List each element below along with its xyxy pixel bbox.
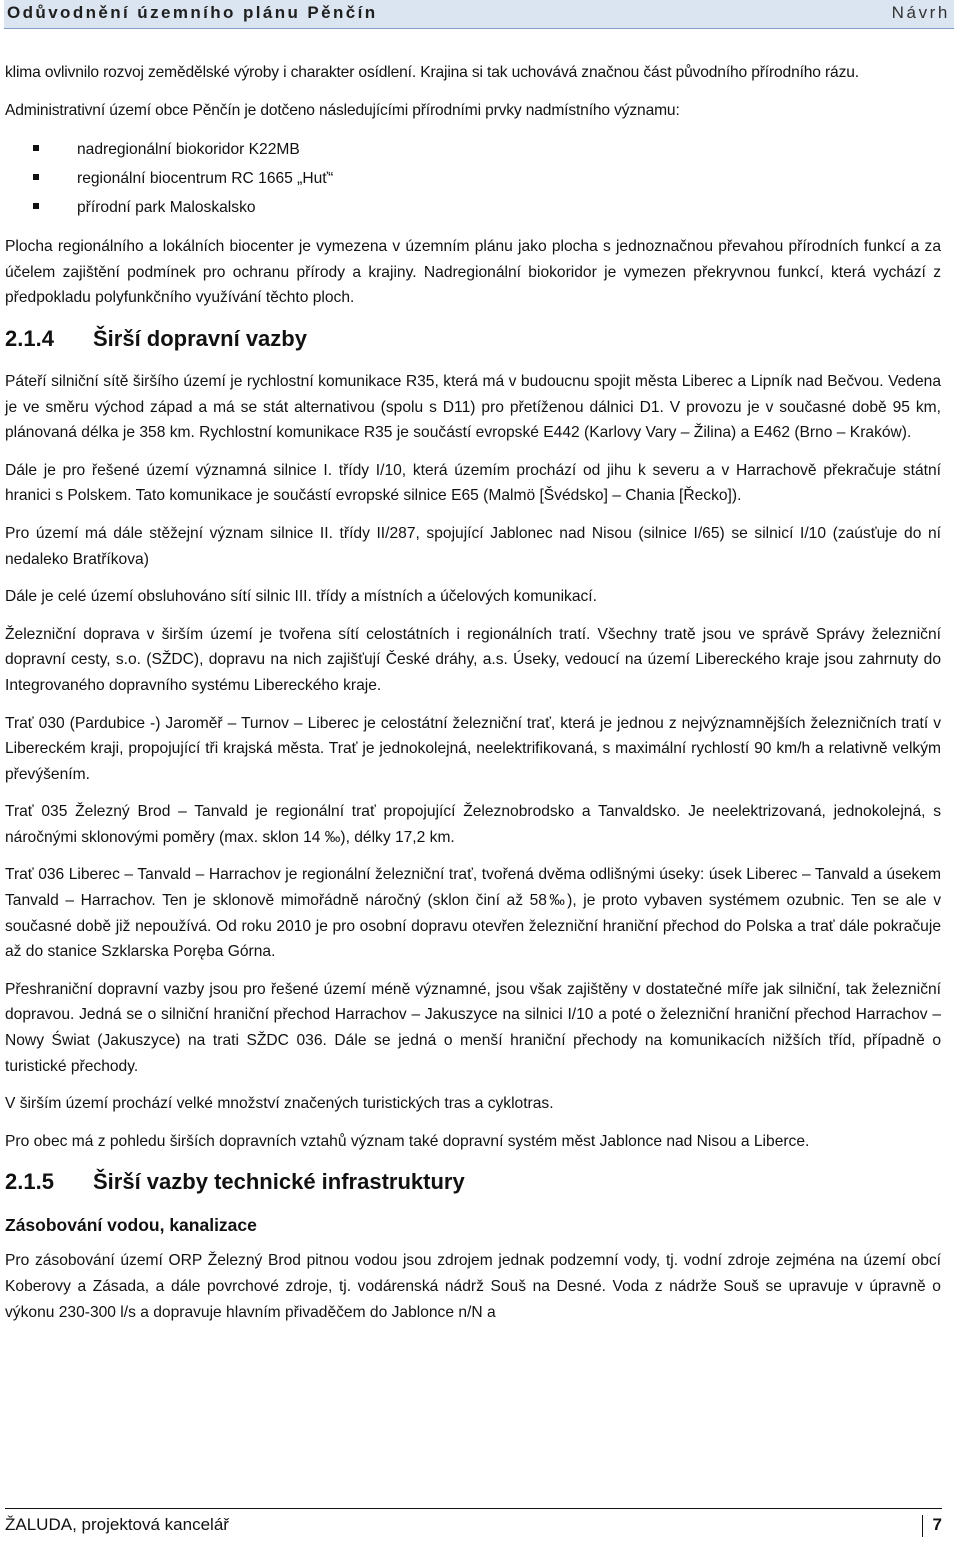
paragraph: Dále je celé území obsluhováno sítí silnic III. třídy a místních a účelových komunikací.: [5, 588, 597, 606]
footer-company: ŽALUDA, projektová kancelář: [5, 1515, 229, 1534]
list-item: nadregionální biokoridor K22MB: [33, 135, 941, 164]
paragraph: Pro území má dále stěžejní význam silnice II. třídy II/287, spojující Jablonec nad Nisou (silnice I/65) se silnicí I/10 (zaúsťuje do ní nedaleko Bratříkova): [5, 524, 941, 568]
bullet-square-icon: [33, 174, 39, 180]
paragraph: Pro obec má z pohledu širších dopravních vztahů význam také dopravní systém měst Jablonce nad Nisou a Liberce.: [5, 1132, 810, 1150]
section-title: Širší dopravní vazby: [93, 325, 307, 351]
paragraph: Dále je pro řešené území významná silnice I. třídy I/10, která územím prochází od jihu k severu a v Harrachově překračuje státní hranici s Polskem. Tato komunikace je součástí evropské silnice E65 (Malmö [Švédsko] – Chania [Řecko]).: [5, 461, 941, 505]
header-status: Návrh: [891, 3, 950, 22]
list-item: regionální biocentrum RC 1665 „Huť“: [33, 164, 941, 193]
paragraph: Trať 036 Liberec – Tanvald – Harrachov je regionální železniční trať, tvořená dvěma odlišnými úseky: úsek Liberec – Tanvald a úsekem Tanvald – Harrachov. Ten je sklonově mimořádně náročný (sklon činí až 58‰), je proto vybaven systémem ozubnic. Ten se ale v současné době již nepoužívá. Od roku 2010 je pro osobní dopravu otevřen železniční hraniční přechod do Polska a trať dále pokračuje až do stanice Szklarska Poręba Górna.: [5, 866, 941, 961]
paragraph: Pro zásobování území ORP Železný Brod pitnou vodou jsou zdrojem jednak podzemní vody, tj. vodní zdroje zejména na území obcí Koberovy a Zásada, a dále povrchové zdroje, tj. vodárenská nádrž Souš na Desné. Voda z nádrže Souš se upravuje v úpravně o výkonu 230-300 l/s a dopravuje hlavním přivaděčem do Jablonce n/N a: [5, 1252, 941, 1321]
subsection-heading: Zásobování vodou, kanalizace: [5, 1215, 257, 1236]
page-header: [4, 0, 954, 29]
paragraph: Přeshraniční dopravní vazby jsou pro řešené území méně významné, jsou však zajištěny v dostatečné míře jak silniční, tak železniční dopravou. Jedná se o silniční hraniční přechod Harrachov – Jakuszyce na silnici I/10 a poté o železniční hraniční přechod Harrachov – Nowy Świat (Jakuszyce) na trati SŽDC 036. Dále se jedná o menší hraniční přechody na komunikacích nižších tříd, případně o turistické přechody.: [5, 980, 941, 1075]
bullet-square-icon: [33, 203, 39, 209]
paragraph: V širším území prochází velké množství značených turistických tras a cyklotras.: [5, 1095, 554, 1113]
section-number: 2.1.4: [5, 325, 54, 351]
paragraph: Trať 035 Železný Brod – Tanvald je regionální trať propojující Železnobrodsko a Tanvaldsko. Je neelektrizovaná, jednokolejná, s náročnými sklonovými poměry (max. sklon 14 ‰), délky 17,2 km.: [5, 803, 941, 846]
nature-elements-list: [5, 135, 941, 222]
page-footer: [5, 1508, 942, 1537]
section-number: 2.1.5: [5, 1169, 54, 1195]
section-heading-2-1-4: [5, 325, 941, 353]
paragraph: Páteří silniční sítě širšího území je rychlostní komunikace R35, která má v budoucnu spojit města Liberec a Lipník nad Bečvou. Vedena je ve směru východ západ a má se stát alternativou (spolu s D11) pro přetíženou dálnici D1. V provozu je v současné době 95 km, plánovaná délka je 358 km. Rychlostní komunikace R35 je součástí evropské E442 (Karlovy Vary – Žilina) a E462 (Brno – Kraków).: [5, 372, 941, 442]
header-title: Odůvodnění územního plánu Pěnčín: [7, 3, 378, 22]
page-number: 7: [922, 1515, 942, 1537]
section-heading-2-1-5: [5, 1168, 941, 1196]
bullet-square-icon: [33, 145, 39, 151]
paragraph: Trať 030 (Pardubice -) Jaroměř – Turnov – Liberec je celostátní železniční trať, která je jednou z nejvýznamnějších železničních tratí v Libereckém kraji, propojující tři krajská města. Trať je jednokolejná, neelektrifikovaná, s maximální rychlostí 90 km/h a relativně velkým převýšením.: [5, 714, 941, 783]
section-title: Širší vazby technické infrastruktury: [93, 1169, 465, 1195]
list-item: přírodní park Maloskalsko: [33, 193, 941, 222]
paragraph: Železniční doprava v širším území je tvořena sítí celostátních i regionálních tratí. Všechny tratě jsou ve správě Správy železniční dopravní cesty, s.o. (SŽDC), dopravu na nich zajišťují České dráhy, a.s. Úseky, vedoucí na území Libereckého kraje jsou zahrnuty do Integrovaného dopravního systému Libereckého kraje.: [5, 625, 941, 694]
paragraph-plocha: Plocha regionálního a lokálních biocenter je vymezena v územním plánu jako plocha s jednoznačnou převahou přírodních funkcí a za účelem zajištění podmínek pro ochranu přírody a krajiny. Nadregionální biokoridor je vymezen překryvnou funkcí, která vychází z předpokladu polyfunkčního využívání těchto ploch.: [5, 238, 941, 307]
paragraph-intro: klima ovlivnilo rozvoj zemědělské výroby i charakter osídlení. Krajina si tak uchovává značnou část původního přírodního rázu.: [5, 64, 859, 81]
paragraph-admin: Administrativní území obce Pěnčín je dotčeno následujícími přírodními prvky nadmístního významu:: [5, 101, 680, 119]
document-body: [5, 60, 941, 1337]
